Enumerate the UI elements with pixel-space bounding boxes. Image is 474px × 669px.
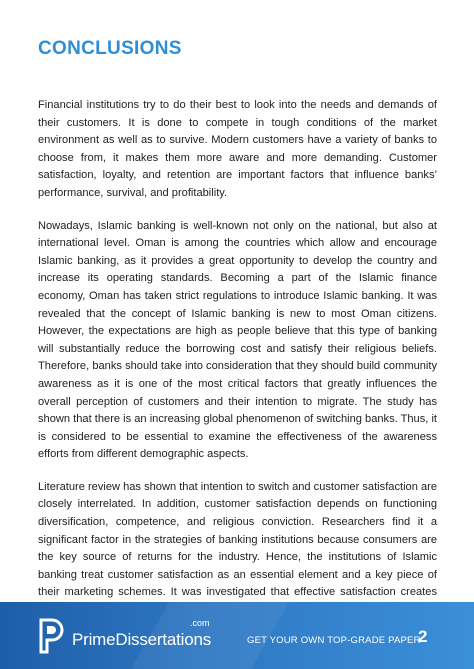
promo-link[interactable]: GET YOUR OWN TOP-GRADE PAPER xyxy=(247,635,421,646)
brand-suffix: .com xyxy=(190,618,210,628)
footer-bar xyxy=(0,602,474,669)
paragraph-3: Literature review has shown that intention to switch and customer satisfaction are closely interrelated. In addition, customer satisfaction depends on functioning diversification, competence, and religious conviction. Researchers find it a significant factor in the strategies of banking institutions because consumers are the key source of returns for the industry. Hence, the institutions of Islamic banking treat customer satisfaction as an essential element and a key piece of their marketing schemes. It was investigated that effective satisfaction creates xyxy=(38,480,437,599)
body-text xyxy=(38,97,437,635)
section-heading: CONCLUSIONS xyxy=(38,38,182,59)
paragraph-2: Nowadays, Islamic banking is well-known not only on the national, but also at international level. Oman is among the countries which allow and encourage Islamic banking, as it provides a great opportunity to develop the country and increase its operating standards. Becoming a part of the Islamic finance economy, Oman has taken strict regulations to introduce Islamic banking. It was revealed that the concept of Islamic banking is new to most Oman citizens. However, the expectations are high as people believe that this type of banking will substantially reduce the borrowing cost and satisfy their religious beliefs. Therefore, banks should take into consideration that they should build community awareness as it is one of the most critical factors that greatly influences the overall perception of customers and their intention to migrate. The study has shown that there is an increasing global phenomenon of switching banks. Thus, it is considered to be essential to examine the effectiveness of the awareness efforts from different demographic aspects. xyxy=(38,219,437,461)
brand-name[interactable]: PrimeDissertations xyxy=(72,630,212,649)
prime-dissertations-logo-icon xyxy=(38,618,64,654)
page-number: 2 xyxy=(418,627,428,646)
paragraph-1: Financial institutions try to do their best to look into the needs and demands of their customers. It is done to compete in tough conditions of the market environment as well as to survive. Modern customers have a variety of banks to choose from, it makes them more aware and more demanding. Customer satisfaction, loyalty, and retention are important factors that influence banks’ performance, survival, and profitability. xyxy=(38,99,437,199)
